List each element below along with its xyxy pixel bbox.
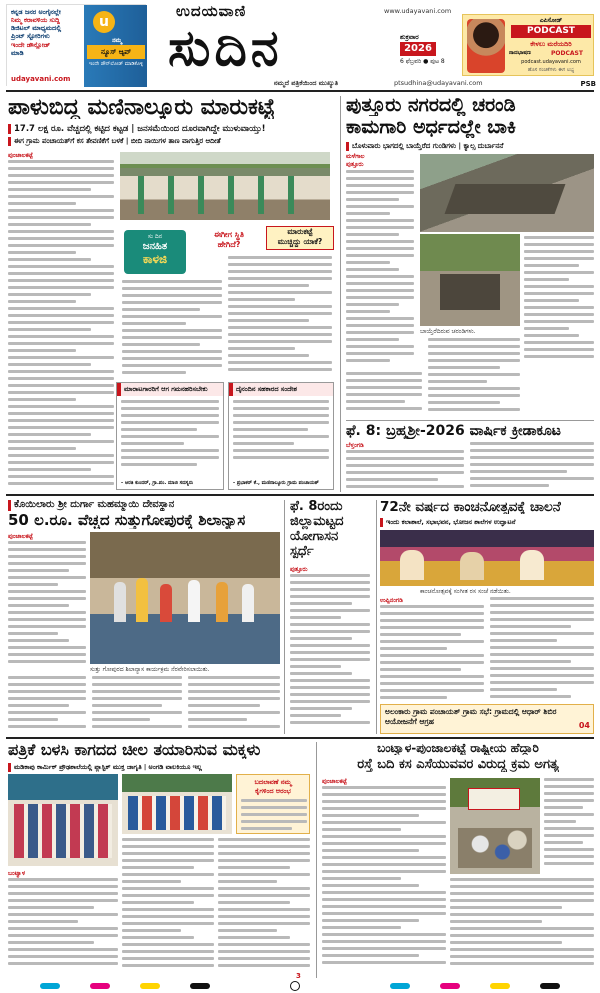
story9-body-col1 [322, 786, 446, 972]
app-ad-badge: ನ್ಯೂಸ್ ಆ್ಯಪ್ [87, 45, 145, 59]
story2-sub: ಬೊಳುವಾರು ಭಾಗದಲ್ಲಿ ಬಾಯ್ತೆರೆದ ಗುಂಡಿಗಳು | ಕ್ಯಾಲ್ಸ ದುರ್ಬಾನನೆ [346, 142, 594, 151]
story2-body-col4 [428, 338, 520, 416]
students-photo-2 [122, 774, 232, 834]
masthead-date: 6 ಫೆಬ್ರವರಿ ● ಪುಟ 8 [400, 58, 445, 65]
temple-photo [90, 532, 280, 664]
column-divider-2 [284, 500, 285, 734]
story2-side-head: ಮಳೆಗಾಲ [346, 153, 365, 160]
podcast-ad-brand2: PODCAST [551, 50, 583, 57]
story3-body-col2 [470, 442, 594, 492]
story6-body-col2 [490, 597, 594, 701]
story8-headline[interactable]: ಪತ್ರಿಕೆ ಬಳಸಿ ಕಾಗದದ ಚೀಲ ತಯಾರಿಸುವ ಮಕ್ಕಳು [8, 742, 261, 759]
podcast-ad-bottom: ಹೊಸ ಸಂಚಿಕೆಗಳು ಈಗ ಲಭ್ಯ [527, 67, 575, 73]
story1-sub2: ಈಗ ಗ್ರಾಮ ಪಂಚಾಯತ್‌ಗೆ ಕಸ ತೇವಣಿಕೆಗೆ ಬಳಕೆ | ಬೀದಿ ನಾಯಿಗಳ ತಾಣ ವಾಗುತ್ತಿರ ಆದೀತೆ [8, 137, 338, 146]
story7-page-ref: 04 [578, 721, 590, 730]
story9-headline-1[interactable]: ಬಂಟ್ವಾಳ-ಪುಂಜಾಲಕಟ್ಟೆ ರಾಷ್ಟ್ರೀಯ ಹೆದ್ದಾರಿ [377, 742, 539, 755]
masthead-year: 2026 [400, 42, 436, 56]
masthead-code: PSB [580, 80, 596, 88]
story9-dateline: ಪುಂಜಾಲಕಟ್ಟೆ [322, 778, 347, 785]
story1-box1: ಮಾರಾಟಗಾರರಿಗೆ ಆಗ ಗಮನಹರಿಸಬೇಕು - ಆರತಿ ಕುಂದರ್, ಗ್ರಾ.ಪಂ. ಮಾಜಿ ಸದಸ್ಯರು [116, 382, 224, 490]
masthead-rule [6, 90, 594, 92]
app-ad[interactable] [6, 4, 146, 86]
podcast-ad-sub: ಕೇಳಲು ಮರೆಯದಿರಿ [530, 40, 572, 48]
story4-body-col4 [188, 676, 280, 732]
story1-body-col2 [122, 280, 222, 380]
app-ad-badge-top: ನಮ್ಮ [112, 37, 122, 44]
story8-body-col2 [122, 838, 214, 972]
story8-body-col1 [8, 878, 118, 972]
story1-q2: ಮಾರುಕಟ್ಟೆ ಮುಚ್ಚಿದ್ದು ಯಾಕೆ? [266, 226, 334, 250]
story8-page-ref[interactable]: 3 [296, 972, 301, 980]
masthead-email[interactable]: ptsudhina@udayavani.com [394, 79, 483, 87]
janahita-badge: ಸು ದಿನ ಜನಹಿತ ಕಾಳಜಿ [124, 230, 186, 274]
story4-body-col3 [92, 676, 182, 732]
concert-photo [380, 530, 594, 586]
story4-headline-1[interactable]: ಕೊಯಿಲಾರು ಶ್ರೀ ದುರ್ಗಾ ಮಹಮ್ಮಾಯಿ ದೇವಸ್ಥಾನ [8, 500, 278, 511]
section-rule-1 [6, 494, 594, 496]
story9-body-col3 [450, 878, 594, 972]
section-rule-2 [6, 737, 594, 739]
paper-name: ಉದಯವಾಣಿ [176, 4, 247, 20]
drain-photo-1 [420, 154, 594, 232]
podcast-ad-title: PODCAST [511, 25, 591, 38]
story5-headline[interactable]: ಫೆ. 8ರಂದು ಜಿಲ್ಲಾಮಟ್ಟದ ಯೋಗಾಸನ ಸ್ಪರ್ಧೆ [290, 500, 344, 559]
story6-headline[interactable]: 72ನೇ ವರ್ಷದ ಕಾಂಚನೋತ್ಸವಕ್ಕೆ ಚಾಲನೆ [380, 500, 561, 515]
story2-body-col3 [524, 236, 594, 366]
story1-body-col3 [228, 256, 332, 376]
story3-dateline: ಬೆಳ್ತಂಗಡಿ [346, 442, 364, 449]
temple-photo-caption: ಸುತ್ತು ಗೋಪುರದ ಶಿಲಾನ್ಯಾಸ ಕಾರ್ಯಕ್ರಮ ನೆರವೇರಿಸಲಾಯಿತು. [90, 666, 210, 673]
story9-headline-2[interactable]: ರಸ್ತೆ ಬದಿ ಕಸ ಎಸೆಯುವವರ ವಿರುದ್ಧ ಕ್ರಮ ಅಗತ್ಯ [357, 758, 559, 772]
story4-body-col2 [8, 676, 86, 732]
story4-body-col1 [8, 541, 86, 671]
podcast-ad[interactable] [462, 14, 594, 76]
u-logo-icon: u [93, 11, 115, 33]
app-ad-badge-bottom: ಇಂದೇ ಡೌನ್‌ಲೋಡ್ ಮಾಡಿಕೊಳ್ಳಿ [88, 61, 144, 67]
app-ad-site: udayavani.com [11, 75, 71, 83]
concert-photo-caption: ಕಾಂಚನೋತ್ಸವಕ್ಕೆ ಸಂಗೀತ ರಸ ಸಂಜೆ ನಡೆಯಿತು. [420, 588, 511, 595]
story2-divider [346, 420, 594, 421]
column-divider [340, 96, 341, 492]
story2-headline-1[interactable]: ಪುತ್ತೂರು ನಗರದಲ್ಲಿ ಚರಂಡಿ [346, 96, 516, 116]
masthead-tagline: ನಮ್ಮದೆ ಪತ್ರಿಕೆಯಿಂದ ಮುಖ್ಯುತಿ [273, 79, 339, 87]
story1-headline[interactable]: ಪಾಳುಬಿದ್ದ ಮಣಿನಾಲ್ಕೂರು ಮಾರುಕಟ್ಟೆ [8, 96, 275, 120]
app-ad-text: ಕನ್ನಡ ಜನರ ಅಂಗೈನಲ್ಲೇ ನಿಮ್ಮ ಕರಾವಳಿಯ ಸುದ್ದಿ ಡಿಜಿಟಲ್ ಮಾಧ್ಯಮದಲ್ಲಿ ಪ್ರಿಂಟ್ ಸ್ಟೋರಿಗಳು ಇಂದೇ ಡೌನ್ಲೋಡ್ ಮಾಡಿ [11, 8, 62, 57]
story2-dateline: ಪುತ್ತೂರು [346, 161, 364, 168]
story2-body-col1 [346, 170, 414, 366]
story1-sub1: 17.7 ಲಕ್ಷ ರೂ. ವೆಚ್ಚದಲ್ಲಿ ಕಟ್ಟಿದ ಕಟ್ಟಡ | ಜನಸಮೆಯಿಂದ ದೂರವಾಗಿದ್ದೇ ಮುಳುವಾಯ್ತು! [8, 124, 338, 134]
column-divider-4 [316, 742, 317, 978]
podcast-ad-site: podcast.udayavani.com [521, 59, 581, 65]
story5-body [290, 574, 370, 732]
story1-q1: ಈಗೀಗ ಸ್ಥಿತಿ ಹೇಗಿದೆ? [213, 230, 245, 249]
story2-headline-2[interactable]: ಕಾಮಗಾರಿ ಅರ್ಧದಲ್ಲೇ ಬಾಕಿ [346, 118, 516, 138]
students-photo [8, 774, 118, 866]
story1-box2: ದೈನಂದಿನ ಸಹಕಾರದ ಸಂದೇಶ - ಪ್ರಭಾಕರ್ ಕೆ., ಮಣಿನಾಲ್ಕೂರು ಗ್ರಾಮ ಪಂಚಾಯತ್ [228, 382, 334, 490]
drain-photo-caption: ಬಾಯ್ತೆರೆದಿರುವ ಚರಂಡಿಗಳು. [420, 328, 476, 335]
story9-body-col2 [544, 778, 594, 874]
story3-headline[interactable]: ಫೆ. 8: ಬ್ರಹ್ಮಶ್ರೀ-2026 ವಾರ್ಷಿಕ ಕ್ರೀಡಾಕೂಟ [346, 424, 561, 439]
story7-teaser[interactable]: ಅಲಂಕಾರು ಗ್ರಾಮ ಪಂಚಾಯತ್ ಗ್ರಾಮ ಸಭೆ: ಗ್ರಾಮದಲ್ಲಿ ಆಧಾರ್ ಶಿಬಿರ ಆಯೋಜನೆಗೆ ಆಗ್ರಹ 04 [380, 704, 594, 734]
masthead-day: ಶುಕ್ರವಾರ [400, 33, 419, 41]
story3-body-col1 [346, 450, 464, 492]
market-photo [120, 152, 330, 220]
story1-dateline: ಪುಂಜಾಲಕಟ್ಟೆ [8, 152, 33, 159]
story8-box: ಬದಲಾವಣೆ ನಮ್ಮ ಕೈಗಳಿಂದ ಆರಂಭ [236, 774, 310, 834]
masthead [0, 0, 600, 92]
story4-dateline: ಪುಂಜಾಲಕಟ್ಟೆ [8, 533, 33, 540]
podcast-ad-brand: ನಾದಭಾಷಣ [509, 50, 531, 56]
story6-dateline: ಉಪ್ಪಿನಂಗಡಿ [380, 597, 403, 604]
paper-website[interactable]: www.udayavani.com [384, 7, 452, 15]
story8-sub: ಮಡಿಕಾಪು ಕಾರ್ಮಿಕ್ ಪ್ರೌಢಶಾಲೆಯಲ್ಲಿ ಪ್ಲಾಸ್ಟಿಕ್ ಮುಕ್ತ ಜಾಗೃತಿ | ಅಂಗಡಿ ವಾಲಕಿಯೂ ಇಲ್ಲ [8, 763, 310, 772]
podcast-ad-head: ಎಪಿಸೋಡ್ [539, 17, 563, 24]
story5-dateline: ಪುತ್ತೂರು [290, 566, 308, 573]
story6-sub: ಇಂದು ಕಲಾಶಾಲೆ, ಸಭಾಭವನ, ಭೋಜನ ಶಾಲೆಗಳ ಉದ್ಘಾಟನೆ [380, 518, 594, 527]
story6-body-col1 [380, 605, 484, 701]
story1-body-col1 [8, 160, 114, 490]
column-divider-3 [376, 500, 377, 734]
masthead-title: ಸುದಿನ [168, 22, 283, 75]
story4-headline-2[interactable]: 50 ಲ.ರೂ. ವೆಚ್ಚದ ಸುತ್ತುಗೋಪುರಕ್ಕೆ ಶಿಲಾನ್ಯಾಸ [8, 513, 246, 529]
garbage-photo [450, 778, 540, 874]
story2-body-col2 [346, 372, 422, 416]
registration-marks [0, 980, 600, 993]
host-photo [467, 19, 505, 73]
drain-photo-2 [420, 234, 520, 326]
story8-body-col3 [218, 838, 310, 972]
story8-dateline: ಬಂಟ್ವಾಳ [8, 870, 26, 877]
